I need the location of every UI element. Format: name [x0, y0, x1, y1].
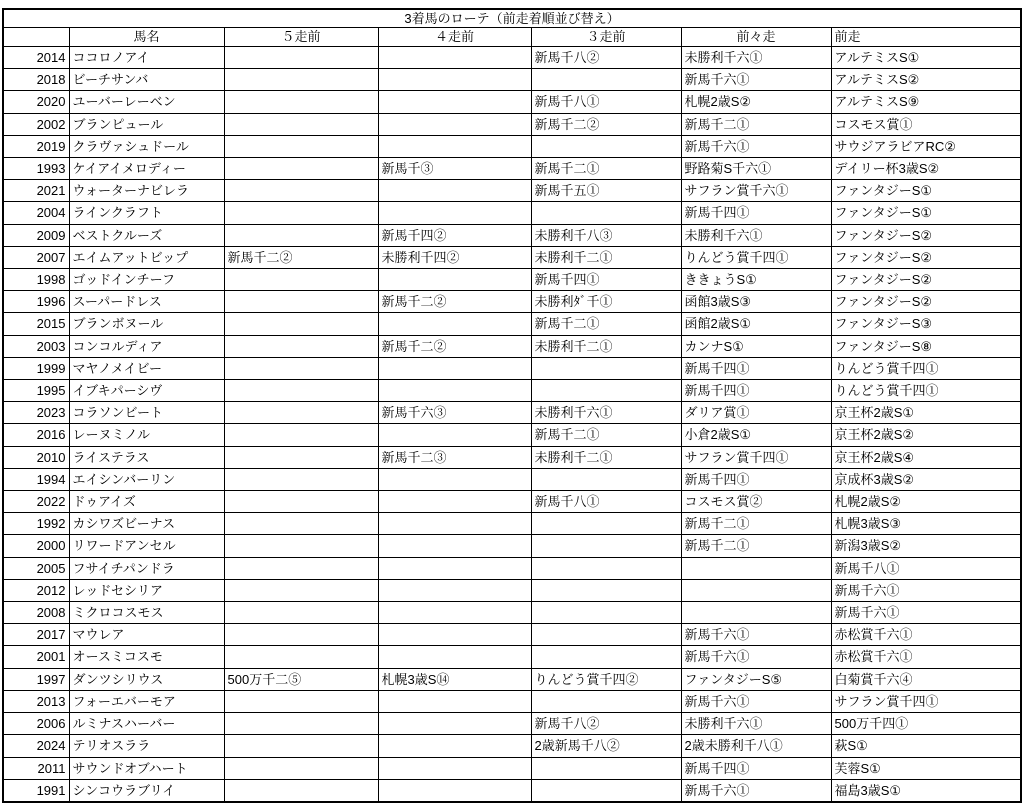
- year-cell: 1996: [3, 291, 69, 313]
- race-4-back-cell: [378, 557, 531, 579]
- race-4-back-cell: [378, 757, 531, 779]
- race-2-back-cell: 新馬千六①: [681, 624, 831, 646]
- last-race-cell: ファンタジーS③: [831, 313, 1021, 335]
- year-cell: 1998: [3, 269, 69, 291]
- race-4-back-cell: [378, 491, 531, 513]
- race-4-back-cell: [378, 602, 531, 624]
- horse-name-cell: クラヴァシュドール: [69, 135, 224, 157]
- race-2-back-cell: 未勝利千六①: [681, 47, 831, 69]
- year-cell: 1994: [3, 468, 69, 490]
- year-cell: 2018: [3, 69, 69, 91]
- race-3-back-cell: 新馬千二①: [531, 158, 681, 180]
- table-title: 3着馬のローテ（前走着順並び替え）: [3, 9, 1021, 28]
- horse-name-cell: イブキパーシヴ: [69, 380, 224, 402]
- race-2-back-cell: ききょうS①: [681, 269, 831, 291]
- race-3-back-cell: 新馬千五①: [531, 180, 681, 202]
- race-4-back-cell: [378, 779, 531, 802]
- race-2-back-cell: 函館3歳S③: [681, 291, 831, 313]
- race-4-back-cell: [378, 135, 531, 157]
- table-row: [3, 47, 1021, 69]
- year-cell: 2009: [3, 224, 69, 246]
- race-2-back-cell: コスモス賞②: [681, 491, 831, 513]
- race-2-back-cell: 新馬千四①: [681, 380, 831, 402]
- race-5-back-cell: [224, 291, 378, 313]
- race-3-back-cell: [531, 202, 681, 224]
- year-cell: 2007: [3, 246, 69, 268]
- race-3-back-cell: りんどう賞千四②: [531, 668, 681, 690]
- race-5-back-cell: [224, 513, 378, 535]
- race-5-back-cell: [224, 69, 378, 91]
- race-3-back-cell: 新馬千八①: [531, 91, 681, 113]
- race-4-back-cell: 新馬千③: [378, 158, 531, 180]
- race-5-back-cell: 500万千二⑤: [224, 668, 378, 690]
- table-row: [3, 424, 1021, 446]
- table-row: [3, 246, 1021, 268]
- horse-name-cell: マヤノメイビー: [69, 357, 224, 379]
- table-row: [3, 291, 1021, 313]
- race-2-back-cell: 新馬千二①: [681, 513, 831, 535]
- horse-name-cell: レーヌミノル: [69, 424, 224, 446]
- race-2-back-cell: サフラン賞千四①: [681, 446, 831, 468]
- year-cell: 2000: [3, 535, 69, 557]
- race-3-back-cell: 未勝利千六①: [531, 402, 681, 424]
- race-3-back-cell: [531, 69, 681, 91]
- race-4-back-cell: 札幌3歳S⑭: [378, 668, 531, 690]
- race-5-back-cell: [224, 335, 378, 357]
- race-3-back-cell: 新馬千八②: [531, 713, 681, 735]
- race-4-back-cell: 新馬千二②: [378, 335, 531, 357]
- race-2-back-cell: 新馬千四①: [681, 757, 831, 779]
- race-4-back-cell: [378, 535, 531, 557]
- race-3-back-cell: [531, 135, 681, 157]
- race-2-back-cell: [681, 602, 831, 624]
- race-4-back-cell: [378, 690, 531, 712]
- table-row: [3, 357, 1021, 379]
- race-2-back-cell: 函館2歳S①: [681, 313, 831, 335]
- year-cell: 1992: [3, 513, 69, 535]
- last-race-cell: りんどう賞千四①: [831, 357, 1021, 379]
- horse-name-cell: ミクロコスモス: [69, 602, 224, 624]
- horse-name-cell: ベストクルーズ: [69, 224, 224, 246]
- last-race-cell: 500万千四①: [831, 713, 1021, 735]
- race-4-back-cell: [378, 424, 531, 446]
- race-2-back-cell: 札幌2歳S②: [681, 91, 831, 113]
- race-5-back-cell: [224, 357, 378, 379]
- race-5-back-cell: [224, 557, 378, 579]
- race-5-back-cell: [224, 91, 378, 113]
- race-3-back-cell: [531, 624, 681, 646]
- race-5-back-cell: [224, 535, 378, 557]
- race-4-back-cell: 新馬千四②: [378, 224, 531, 246]
- race-4-back-cell: [378, 380, 531, 402]
- table-row: [3, 135, 1021, 157]
- year-cell: 2024: [3, 735, 69, 757]
- race-5-back-cell: [224, 424, 378, 446]
- year-cell: 2022: [3, 491, 69, 513]
- race-3-back-cell: [531, 468, 681, 490]
- race-4-back-cell: [378, 47, 531, 69]
- race-4-back-cell: [378, 113, 531, 135]
- race-3-back-cell: 新馬千二①: [531, 424, 681, 446]
- last-race-cell: 京成杯3歳S②: [831, 468, 1021, 490]
- race-5-back-cell: [224, 468, 378, 490]
- horse-name-cell: レッドセシリア: [69, 579, 224, 601]
- table-row: [3, 690, 1021, 712]
- year-cell: 2004: [3, 202, 69, 224]
- header-4-races-back: ４走前: [378, 28, 531, 47]
- horse-name-cell: ゴッドインチーフ: [69, 269, 224, 291]
- race-5-back-cell: [224, 491, 378, 513]
- horse-name-cell: ウォーターナビレラ: [69, 180, 224, 202]
- horse-name-cell: スーパードレス: [69, 291, 224, 313]
- race-5-back-cell: [224, 779, 378, 802]
- last-race-cell: 福島3歳S①: [831, 779, 1021, 802]
- race-5-back-cell: [224, 646, 378, 668]
- last-race-cell: サフラン賞千四①: [831, 690, 1021, 712]
- table-row: [3, 557, 1021, 579]
- horse-name-cell: テリオスララ: [69, 735, 224, 757]
- race-2-back-cell: ファンタジーS⑤: [681, 668, 831, 690]
- year-cell: 2016: [3, 424, 69, 446]
- year-cell: 2001: [3, 646, 69, 668]
- race-3-back-cell: [531, 690, 681, 712]
- table-row: [3, 535, 1021, 557]
- table-row: [3, 380, 1021, 402]
- race-5-back-cell: 新馬千二②: [224, 246, 378, 268]
- race-3-back-cell: 未勝利千二①: [531, 335, 681, 357]
- year-cell: 2003: [3, 335, 69, 357]
- year-cell: 2015: [3, 313, 69, 335]
- race-2-back-cell: 新馬千六①: [681, 690, 831, 712]
- race-4-back-cell: [378, 202, 531, 224]
- horse-name-cell: ルミナスハーバー: [69, 713, 224, 735]
- race-2-back-cell: 新馬千四①: [681, 202, 831, 224]
- last-race-cell: ファンタジーS②: [831, 291, 1021, 313]
- race-5-back-cell: [224, 579, 378, 601]
- race-5-back-cell: [224, 158, 378, 180]
- race-5-back-cell: [224, 180, 378, 202]
- last-race-cell: 札幌3歳S③: [831, 513, 1021, 535]
- horse-name-cell: ケイアイメロディー: [69, 158, 224, 180]
- year-cell: 2014: [3, 47, 69, 69]
- race-2-back-cell: 新馬千二①: [681, 535, 831, 557]
- last-race-cell: 芙蓉S①: [831, 757, 1021, 779]
- race-3-back-cell: [531, 557, 681, 579]
- horse-name-cell: ココロノアイ: [69, 47, 224, 69]
- horse-name-cell: ユーバーレーベン: [69, 91, 224, 113]
- table-row: [3, 779, 1021, 802]
- race-3-back-cell: [531, 357, 681, 379]
- horse-name-cell: ラインクラフト: [69, 202, 224, 224]
- year-cell: 2013: [3, 690, 69, 712]
- horse-name-cell: ビーチサンバ: [69, 69, 224, 91]
- race-3-back-cell: [531, 602, 681, 624]
- year-cell: 2021: [3, 180, 69, 202]
- horse-name-cell: ブランピュール: [69, 113, 224, 135]
- year-cell: 1993: [3, 158, 69, 180]
- header-3-races-back: ３走前: [531, 28, 681, 47]
- table-row: [3, 602, 1021, 624]
- last-race-cell: 新馬千六①: [831, 579, 1021, 601]
- table-row: [3, 735, 1021, 757]
- table-row: [3, 491, 1021, 513]
- race-3-back-cell: [531, 535, 681, 557]
- table-row: [3, 269, 1021, 291]
- table-body: [3, 47, 1021, 802]
- race-3-back-cell: 新馬千八②: [531, 47, 681, 69]
- table-row: [3, 180, 1021, 202]
- table-row: [3, 513, 1021, 535]
- table-row: [3, 224, 1021, 246]
- race-5-back-cell: [224, 313, 378, 335]
- race-2-back-cell: [681, 579, 831, 601]
- horse-name-cell: エイシンバーリン: [69, 468, 224, 490]
- year-cell: 2019: [3, 135, 69, 157]
- race-4-back-cell: 新馬千二③: [378, 446, 531, 468]
- last-race-cell: 白菊賞千六④: [831, 668, 1021, 690]
- last-race-cell: ファンタジーS②: [831, 269, 1021, 291]
- race-2-back-cell: 小倉2歳S①: [681, 424, 831, 446]
- last-race-cell: アルテミスS⑨: [831, 91, 1021, 113]
- race-3-back-cell: 未勝利千八③: [531, 224, 681, 246]
- last-race-cell: デイリー杯3歳S②: [831, 158, 1021, 180]
- race-5-back-cell: [224, 135, 378, 157]
- horse-name-cell: リワードアンセル: [69, 535, 224, 557]
- race-2-back-cell: 新馬千四①: [681, 468, 831, 490]
- last-race-cell: 新潟3歳S②: [831, 535, 1021, 557]
- race-2-back-cell: 新馬千六①: [681, 779, 831, 802]
- race-2-back-cell: 新馬千六①: [681, 69, 831, 91]
- table-row: [3, 579, 1021, 601]
- header-2-races-back: 前々走: [681, 28, 831, 47]
- race-2-back-cell: 新馬千二①: [681, 113, 831, 135]
- race-2-back-cell: 野路菊S千六①: [681, 158, 831, 180]
- race-5-back-cell: [224, 446, 378, 468]
- last-race-cell: 京王杯2歳S④: [831, 446, 1021, 468]
- race-3-back-cell: 新馬千二②: [531, 113, 681, 135]
- table-row: [3, 313, 1021, 335]
- race-5-back-cell: [224, 202, 378, 224]
- year-cell: 2005: [3, 557, 69, 579]
- race-4-back-cell: [378, 646, 531, 668]
- race-4-back-cell: [378, 624, 531, 646]
- header-horse-name: 馬名: [69, 28, 224, 47]
- race-4-back-cell: 新馬千二②: [378, 291, 531, 313]
- race-3-back-cell: 新馬千八①: [531, 491, 681, 513]
- horse-name-cell: マウレア: [69, 624, 224, 646]
- table-title-row: [3, 9, 1021, 28]
- last-race-cell: アルテミスS②: [831, 69, 1021, 91]
- race-5-back-cell: [224, 47, 378, 69]
- year-cell: 2012: [3, 579, 69, 601]
- race-2-back-cell: 未勝利千六①: [681, 224, 831, 246]
- last-race-cell: ファンタジーS①: [831, 202, 1021, 224]
- horse-name-cell: オースミコスモ: [69, 646, 224, 668]
- header-last-race: 前走: [831, 28, 1021, 47]
- year-cell: 2020: [3, 91, 69, 113]
- table-row: [3, 468, 1021, 490]
- race-5-back-cell: [224, 602, 378, 624]
- table-row: [3, 646, 1021, 668]
- race-5-back-cell: [224, 690, 378, 712]
- last-race-cell: りんどう賞千四①: [831, 380, 1021, 402]
- race-3-back-cell: 新馬千四①: [531, 269, 681, 291]
- race-4-back-cell: [378, 313, 531, 335]
- table-row: [3, 69, 1021, 91]
- table-row: [3, 402, 1021, 424]
- race-5-back-cell: [224, 713, 378, 735]
- race-4-back-cell: [378, 357, 531, 379]
- last-race-cell: 京王杯2歳S②: [831, 424, 1021, 446]
- race-2-back-cell: りんどう賞千四①: [681, 246, 831, 268]
- race-3-back-cell: [531, 513, 681, 535]
- last-race-cell: ファンタジーS②: [831, 224, 1021, 246]
- race-4-back-cell: 新馬千六③: [378, 402, 531, 424]
- horse-name-cell: フォーエバーモア: [69, 690, 224, 712]
- table-row: [3, 91, 1021, 113]
- last-race-cell: アルテミスS①: [831, 47, 1021, 69]
- last-race-cell: 札幌2歳S②: [831, 491, 1021, 513]
- last-race-cell: 新馬千八①: [831, 557, 1021, 579]
- race-2-back-cell: カンナS①: [681, 335, 831, 357]
- race-4-back-cell: [378, 180, 531, 202]
- last-race-cell: 新馬千六①: [831, 602, 1021, 624]
- horse-name-cell: ライステラス: [69, 446, 224, 468]
- race-4-back-cell: [378, 735, 531, 757]
- last-race-cell: ファンタジーS②: [831, 246, 1021, 268]
- table-row: [3, 158, 1021, 180]
- year-cell: 1999: [3, 357, 69, 379]
- rotation-table-sheet: [2, 8, 1022, 803]
- horse-name-cell: ブランボヌール: [69, 313, 224, 335]
- table-row: [3, 335, 1021, 357]
- race-2-back-cell: 新馬千六①: [681, 646, 831, 668]
- race-3-back-cell: [531, 779, 681, 802]
- horse-name-cell: シンコウラブリイ: [69, 779, 224, 802]
- race-3-back-cell: 未勝利ﾀﾞ千①: [531, 291, 681, 313]
- race-4-back-cell: [378, 713, 531, 735]
- race-3-back-cell: [531, 380, 681, 402]
- race-5-back-cell: [224, 624, 378, 646]
- horse-name-cell: サウンドオブハート: [69, 757, 224, 779]
- year-cell: 2011: [3, 757, 69, 779]
- last-race-cell: 京王杯2歳S①: [831, 402, 1021, 424]
- race-2-back-cell: 新馬千六①: [681, 135, 831, 157]
- race-3-back-cell: 未勝利千二①: [531, 246, 681, 268]
- race-4-back-cell: [378, 579, 531, 601]
- year-cell: 2002: [3, 113, 69, 135]
- last-race-cell: ファンタジーS⑧: [831, 335, 1021, 357]
- year-cell: 2023: [3, 402, 69, 424]
- horse-name-cell: ダンツシリウス: [69, 668, 224, 690]
- race-3-back-cell: 2歳新馬千八②: [531, 735, 681, 757]
- race-2-back-cell: [681, 557, 831, 579]
- race-3-back-cell: [531, 646, 681, 668]
- last-race-cell: コスモス賞①: [831, 113, 1021, 135]
- last-race-cell: 赤松賞千六①: [831, 646, 1021, 668]
- table-row: [3, 668, 1021, 690]
- horse-name-cell: エイムアットビップ: [69, 246, 224, 268]
- race-3-back-cell: 未勝利千二①: [531, 446, 681, 468]
- horse-name-cell: コラソンビート: [69, 402, 224, 424]
- table-row: [3, 757, 1021, 779]
- table-row: [3, 713, 1021, 735]
- year-cell: 1991: [3, 779, 69, 802]
- race-4-back-cell: [378, 91, 531, 113]
- race-3-back-cell: 新馬千二①: [531, 313, 681, 335]
- table-row: [3, 202, 1021, 224]
- last-race-cell: ファンタジーS①: [831, 180, 1021, 202]
- race-5-back-cell: [224, 224, 378, 246]
- race-4-back-cell: 未勝利千四②: [378, 246, 531, 268]
- table-row: [3, 113, 1021, 135]
- year-cell: 1995: [3, 380, 69, 402]
- race-4-back-cell: [378, 69, 531, 91]
- race-2-back-cell: サフラン賞千六①: [681, 180, 831, 202]
- horse-name-cell: フサイチパンドラ: [69, 557, 224, 579]
- race-2-back-cell: 未勝利千六①: [681, 713, 831, 735]
- race-3-back-cell: [531, 757, 681, 779]
- last-race-cell: サウジアラビアRC②: [831, 135, 1021, 157]
- race-5-back-cell: [224, 113, 378, 135]
- race-3-back-cell: [531, 579, 681, 601]
- table-row: [3, 446, 1021, 468]
- horse-name-cell: カシワズビーナス: [69, 513, 224, 535]
- race-4-back-cell: [378, 513, 531, 535]
- race-4-back-cell: [378, 269, 531, 291]
- race-4-back-cell: [378, 468, 531, 490]
- year-cell: 2006: [3, 713, 69, 735]
- race-2-back-cell: 新馬千四①: [681, 357, 831, 379]
- header-year: [3, 28, 69, 47]
- horse-name-cell: ドゥアイズ: [69, 491, 224, 513]
- year-cell: 1997: [3, 668, 69, 690]
- table-row: [3, 624, 1021, 646]
- race-2-back-cell: 2歳未勝利千八①: [681, 735, 831, 757]
- race-5-back-cell: [224, 735, 378, 757]
- race-2-back-cell: ダリア賞①: [681, 402, 831, 424]
- race-5-back-cell: [224, 757, 378, 779]
- last-race-cell: 萩S①: [831, 735, 1021, 757]
- race-5-back-cell: [224, 380, 378, 402]
- race-5-back-cell: [224, 269, 378, 291]
- horse-name-cell: コンコルディア: [69, 335, 224, 357]
- header-5-races-back: ５走前: [224, 28, 378, 47]
- rotation-table: [2, 8, 1022, 803]
- table-header-row: [3, 28, 1021, 47]
- last-race-cell: 赤松賞千六①: [831, 624, 1021, 646]
- year-cell: 2010: [3, 446, 69, 468]
- year-cell: 2008: [3, 602, 69, 624]
- year-cell: 2017: [3, 624, 69, 646]
- race-5-back-cell: [224, 402, 378, 424]
